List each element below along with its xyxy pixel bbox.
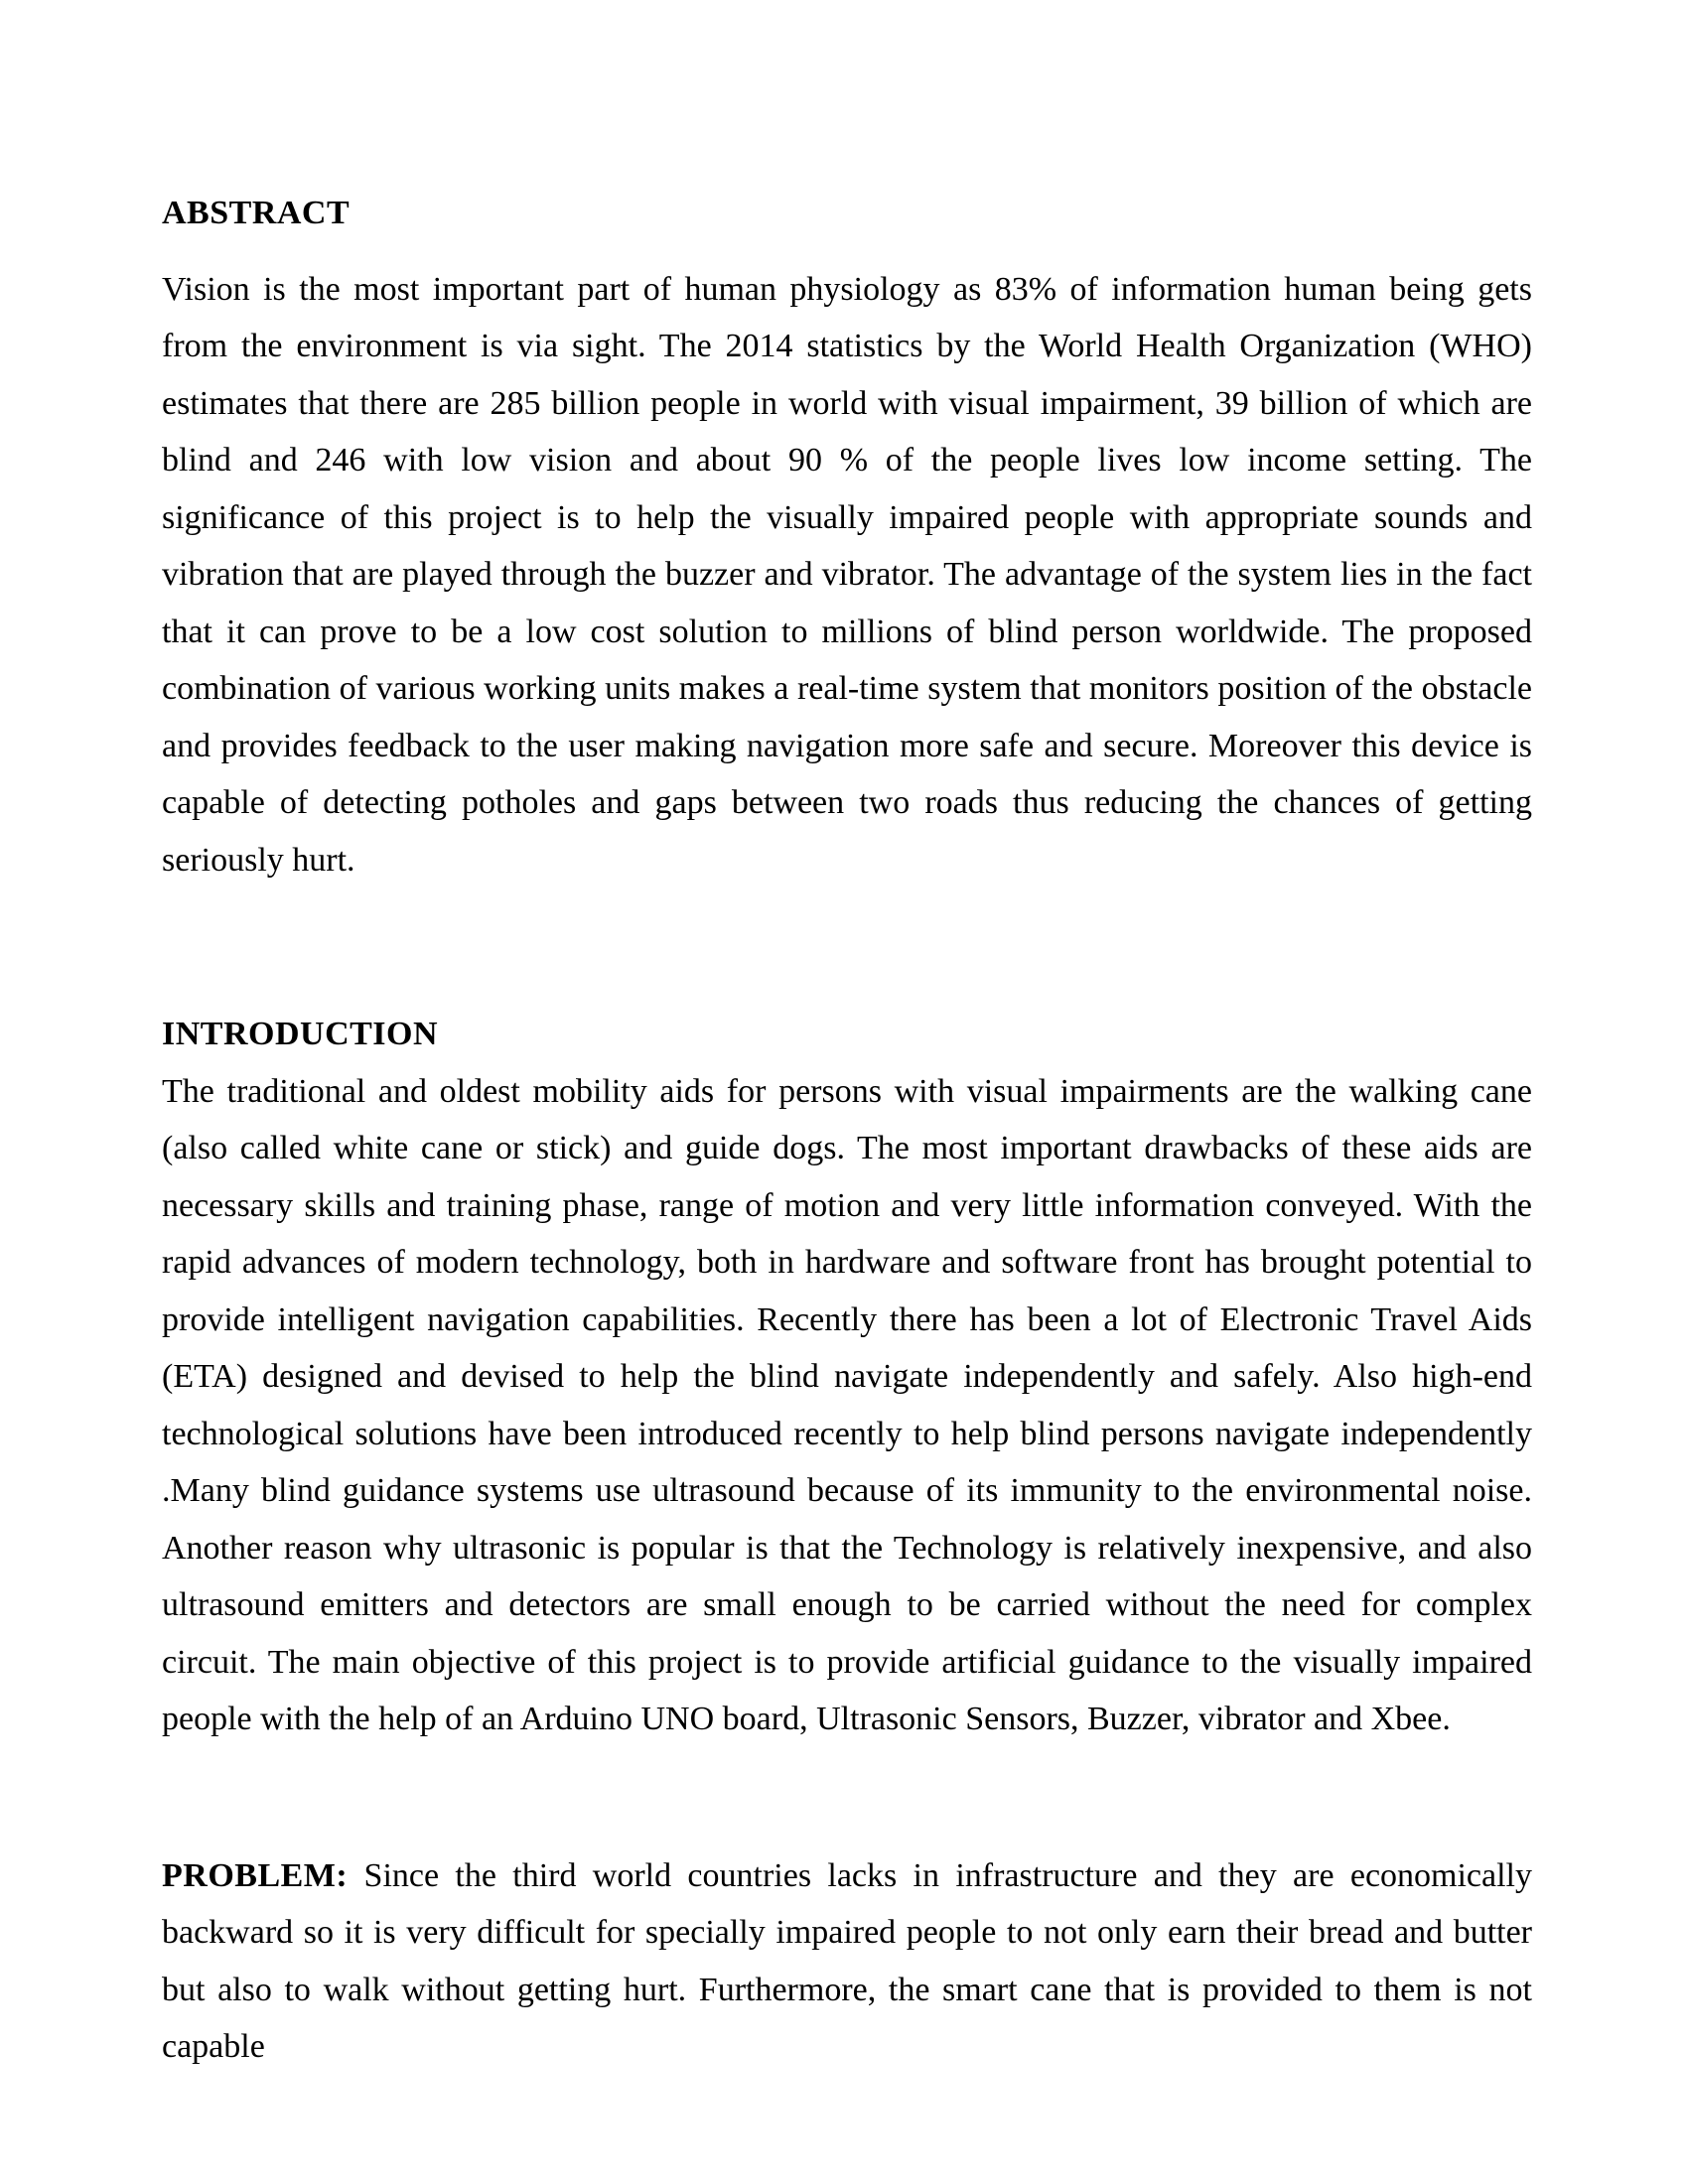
abstract-paragraph: Vision is the most important part of human physiology as 83% of information human being gets from the environment is via sight. The 2014 statistics by the World Health Organization (WHO) estimates that there are 285 billion people in world with visual impairment, 39 billion of which are blind and 246 with low vision and about 90 % of the people lives low income setting. The significance of this project is to help the visually impaired people with appropriate sounds and vibration that are played through the buzzer and vibrator. The advantage of the system lies in the fact that it can prove to be a low cost solution to millions of blind person worldwide. The proposed combination of various working units makes a real-time system that monitors position of the obstacle and provides feedback to the user making navigation more safe and secure. Moreover this device is capable of detecting potholes and gaps between two roads thus reducing the chances of getting seriously hurt.: [162, 270, 1532, 879]
introduction-heading: INTRODUCTION: [162, 1016, 439, 1052]
problem-inline-heading: PROBLEM:: [162, 1856, 349, 1894]
introduction-paragraph: The traditional and oldest mobility aids for persons with visual impairments are the walking cane (also called white cane or stick) and guide dogs. The most important drawbacks of these aids are necessary skills and training phase, range of motion and very little information conveyed. With the rapid advances of modern technology, both in hardware and software front has brought potential to provide intelligent navigation capabilities. Recently there has been a lot of Electronic Travel Aids (ETA) designed and devised to help the blind navigate independently and safely. Also high-end technological solutions have been introduced recently to help blind persons navigate independently .Many blind guidance systems use ultrasound because of its immunity to the environmental noise. Another reason why ultrasonic is popular is that the Technology is relatively inexpensive, and also ultrasound emitters and detectors are small enough to be carried without the need for complex circuit. The main objective of this project is to provide artificial guidance to the visually impaired people with the help of an Arduino UNO board, Ultrasonic Sensors, Buzzer, vibrator and Xbee.: [162, 1072, 1532, 1737]
section-problem: [162, 1847, 1532, 2076]
section-introduction: [162, 1006, 1532, 1748]
section-abstract: [162, 185, 1532, 888]
problem-body-text: Since the third world countries lacks in infrastructure and they are economically backward so it is very difficult for specially impaired people to not only earn their bread and butter but also to walk without getting hurt. Furthermore, the smart cane that is provided to them is not capable: [162, 1856, 1532, 2065]
problem-paragraph: [162, 1847, 1532, 2076]
abstract-heading: ABSTRACT: [162, 195, 351, 231]
